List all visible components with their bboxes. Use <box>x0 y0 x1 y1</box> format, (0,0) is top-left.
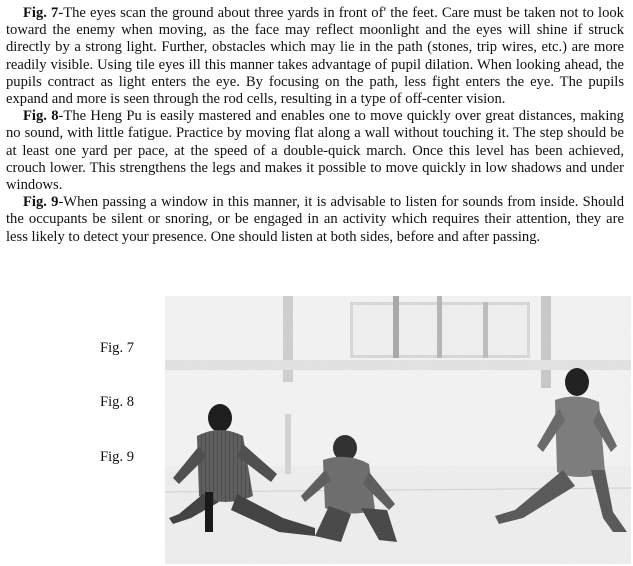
paragraph-label: Fig. 9 <box>23 194 59 211</box>
paragraph-body: -When passing a window in this manner, it is advisable to listen for sounds from inside. Should the occupants be silent or snoring, or be engaged in an activity which requires their attention, they are less likely to detect your presence. One should listen at both sides, before and after passing. <box>6 194 624 245</box>
paragraph-fig-7 <box>6 5 624 108</box>
figure-label-7: Fig. 7 <box>100 340 135 356</box>
paragraph-body: -The eyes scan the ground about three yards in front of' the feet. Care must be taken not to look toward the enemy when moving, as the face may reflect moonlight and the eyes will shine if struck directly by a strong light. Further, obstacles which may lie in the path (stones, trip wires, etc.) are more readily visible. Using tile eyes ill this manner takes advantage of pupil dilation. When looking ahead, the pupils contract as light enters the eye. By focusing on the path, less fight enters the eye. The pupils expand and more is seen through the rod cells, resulting in a type of off-center vision. <box>6 5 624 108</box>
figure-label-8: Fig. 8 <box>100 394 135 410</box>
paragraph-label: Fig. 7 <box>23 5 59 21</box>
article-text <box>6 5 624 246</box>
paragraph-label: Fig. 8 <box>23 108 59 125</box>
ninja-walking-photo <box>165 296 631 564</box>
paragraph-body: -The Heng Pu is easily mastered and enables one to move quickly over great distances, making no sound, with little fatigue. Practice by moving flat along a wall without touching it. The step should be at least one yard per pace, at the speed of a double-quick march. Once this level has been achieved, crouch lower. This strengthens the legs and makes it possible to move quickly in low shadows and under windows. <box>6 108 624 194</box>
paragraph-fig-8 <box>6 108 624 194</box>
paragraph-fig-9 <box>6 194 624 246</box>
figure-label-9: Fig. 9 <box>100 449 135 465</box>
